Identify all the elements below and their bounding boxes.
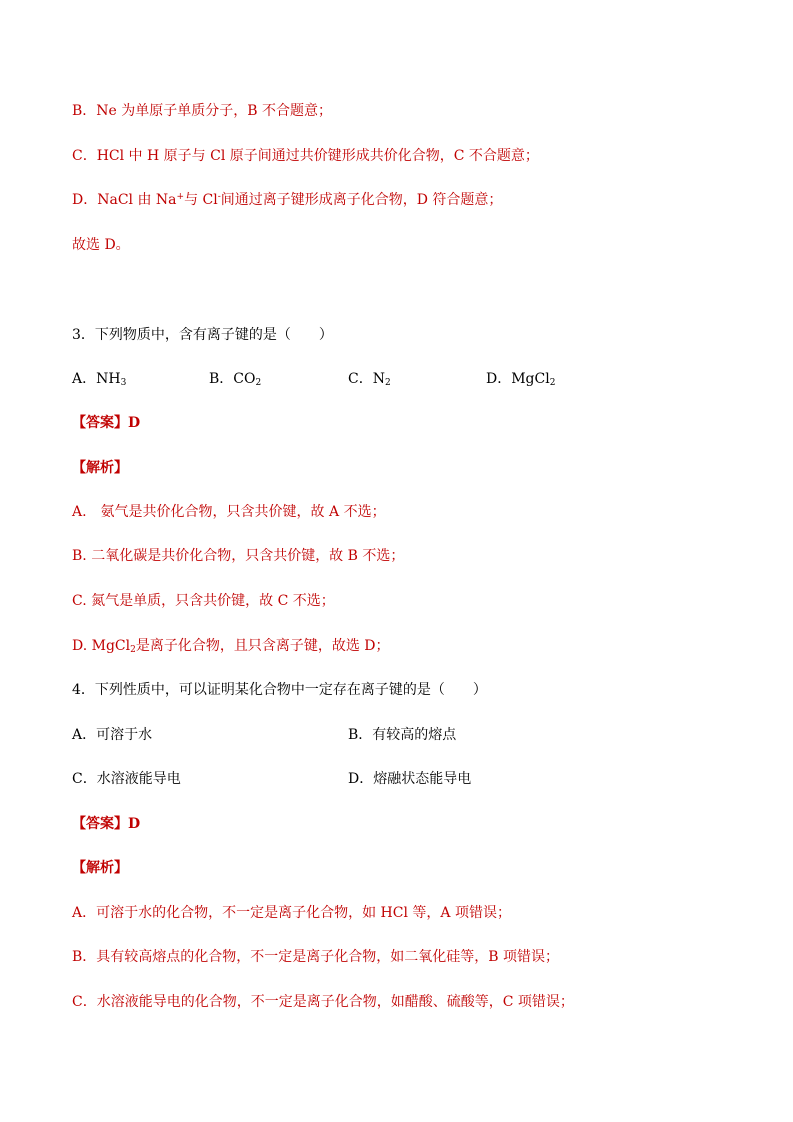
question-4-stem: 4．下列性质中，可以证明某化合物中一定存在离子键的是（ ） — [72, 682, 487, 698]
q3-option-c — [348, 370, 391, 388]
q3-analysis-c: C. 氮气是单质，只含共价键，故 C 不选； — [72, 593, 335, 609]
text-part: D. MgCl — [72, 638, 131, 654]
subscript: 2 — [255, 378, 262, 388]
subscript: 3 — [120, 378, 127, 388]
q3-answer: 【答案】D — [72, 415, 141, 431]
option-text: D．MgCl — [486, 371, 550, 387]
q4-analysis-a: A．可溶于水的化合物，不一定是离子化合物，如 HCl 等，A 项错误； — [72, 905, 511, 921]
q4-analysis-b: B．具有较高熔点的化合物，不一定是离子化合物，如二氧化硅等，B 项错误； — [72, 949, 560, 965]
superscript: + — [176, 192, 185, 202]
text-part: D．NaCl 由 Na — [72, 192, 177, 208]
text-part: 间通过离子键形成离子化合物，D 符合题意； — [220, 192, 503, 208]
conclusion-line: 故选 D。 — [72, 237, 130, 253]
q3-analysis-d — [72, 637, 390, 655]
q3-analysis-title: 【解析】 — [72, 460, 128, 476]
analysis-line-c: C．HCl 中 H 原子与 Cl 原子间通过共价键形成共价化合物，C 不合题意； — [72, 148, 539, 164]
text-part: 是离子化合物，且只含离子键，故选 D； — [135, 638, 390, 654]
q3-analysis-a: A. 氨气是共价化合物，只含共价键，故 A 不选； — [72, 504, 386, 520]
subscript: 2 — [130, 645, 136, 655]
q4-option-a: A．可溶于水 — [72, 727, 153, 743]
subscript: 2 — [384, 378, 391, 388]
q3-option-a — [72, 370, 126, 388]
option-text: B．CO — [209, 371, 256, 387]
q3-option-d — [486, 370, 555, 388]
text-part: 与 Cl — [184, 192, 218, 208]
analysis-line-b: B．Ne 为单原子单质分子，B 不合题意； — [72, 103, 333, 119]
q3-analysis-b: B. 二氧化碳是共价化合物，只含共价键，故 B 不选； — [72, 548, 405, 564]
q3-option-b — [209, 370, 261, 388]
superscript: - — [217, 192, 221, 202]
q4-option-d: D．熔融状态能导电 — [348, 771, 472, 787]
option-text: C．N — [348, 371, 385, 387]
q4-analysis-c: C．水溶液能导电的化合物，不一定是离子化合物，如醋酸、硫酸等，C 项错误； — [72, 994, 574, 1010]
option-text: A．NH — [72, 371, 121, 387]
q4-option-c: C．水溶液能导电 — [72, 771, 181, 787]
subscript: 2 — [549, 378, 556, 388]
q4-analysis-title: 【解析】 — [72, 860, 128, 876]
q4-answer: 【答案】D — [72, 816, 141, 832]
q4-option-b: B．有较高的熔点 — [348, 727, 457, 743]
analysis-line-d — [72, 191, 502, 209]
question-3-stem: 3．下列物质中，含有离子键的是（ ） — [72, 327, 333, 343]
